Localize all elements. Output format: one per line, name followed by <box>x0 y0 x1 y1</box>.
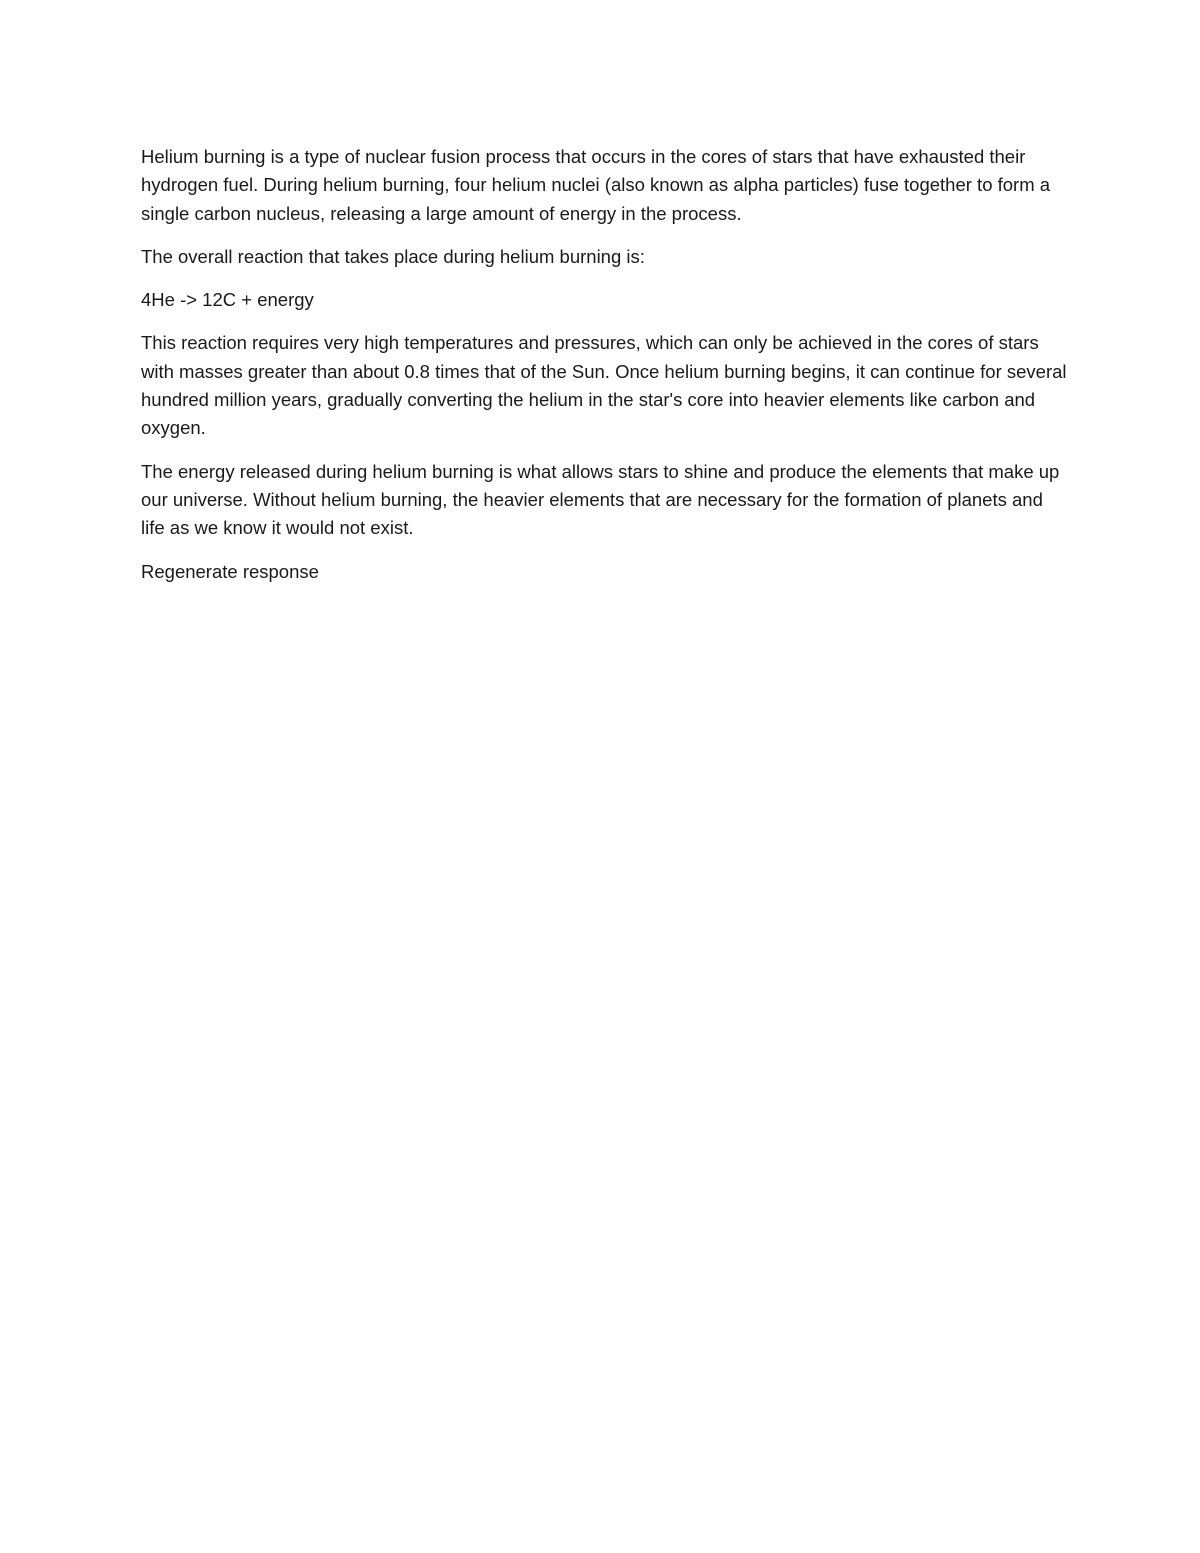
paragraph-equation: 4He -> 12C + energy <box>141 289 314 311</box>
paragraph-significance: The energy released during helium burning is what allows stars to shine and produce the elements that make up our universe. Without helium burning, the heavier elements that are necessary for the formation of planets and life as we know it would not exist. <box>141 460 1060 539</box>
paragraph-intro: Helium burning is a type of nuclear fusion process that occurs in the cores of stars that have exhausted their hydrogen fuel. During helium burning, four helium nuclei (also known as alpha particles) fuse together to form a single carbon nucleus, releasing a large amount of energy in the process. <box>141 146 1051 224</box>
paragraph-reaction-lead: The overall reaction that takes place during helium burning is: <box>141 245 645 267</box>
regenerate-response-text: Regenerate response <box>141 560 319 582</box>
document-body <box>141 143 1071 601</box>
paragraph-conditions: This reaction requires very high temperatures and pressures, which can only be achieved in the cores of stars with masses greater than about 0.8 times that of the Sun. Once helium burning begins, it can continue for several hundred million years, gradually converting the helium in the star's core into heavier elements like carbon and oxygen. <box>141 332 1067 439</box>
